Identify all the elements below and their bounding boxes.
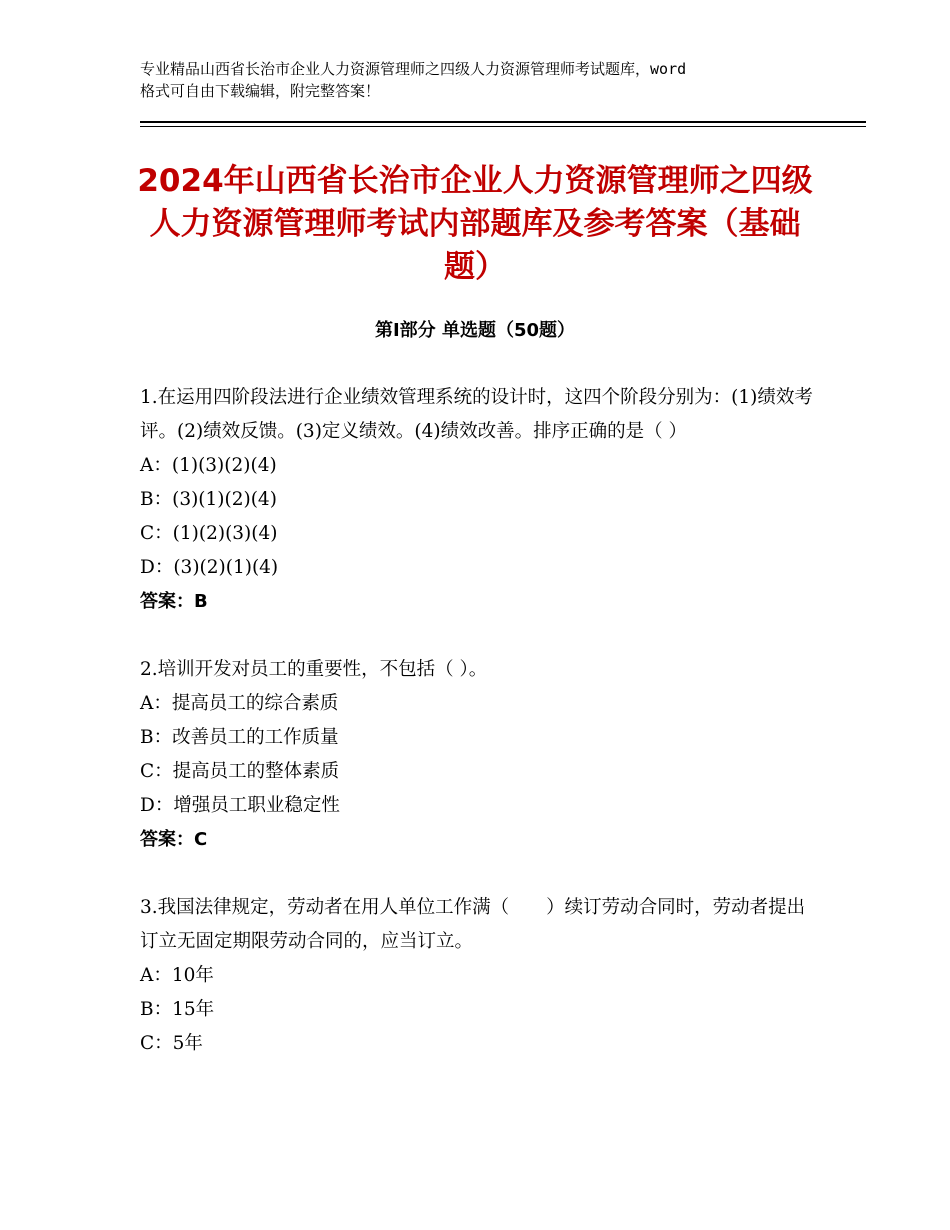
option-b: B：15年 — [140, 999, 215, 1020]
option-a: A：10年 — [140, 965, 214, 986]
header-rule-thick — [140, 121, 866, 123]
question-1 — [140, 381, 820, 619]
question-2 — [140, 653, 820, 857]
option-b: B：改善员工的工作质量 — [140, 727, 339, 748]
option-d: D：增强员工职业稳定性 — [140, 795, 340, 816]
option-d: D：(3)(2)(1)(4) — [140, 557, 279, 578]
document-title: 2024年山西省长治市企业人力资源管理师之四级人力资源管理师考试内部题库及参考答案（基础题） — [137, 163, 813, 285]
section-title: 第Ⅰ部分 单选题（50题） — [374, 320, 575, 341]
answer: 答案：B — [140, 591, 208, 612]
question-stem: 1.在运用四阶段法进行企业绩效管理系统的设计时，这四个阶段分别为：(1)绩效考评。(2)绩效反馈。(3)定义绩效。(4)绩效改善。排序正确的是（ ） — [140, 387, 813, 442]
option-a: A：提高员工的综合素质 — [140, 693, 339, 714]
question-stem: 3.我国法律规定，劳动者在用人单位工作满（ ）续订劳动合同时，劳动者提出订立无固定期限劳动合同的，应当订立。 — [140, 897, 806, 952]
header-note-line-1: 专业精品山西省长治市企业人力资源管理师之四级人力资源管理师考试题库，word — [140, 60, 687, 78]
question-stem: 2.培训开发对员工的重要性，不包括（ ）。 — [140, 659, 488, 680]
question-list — [140, 381, 820, 1095]
option-c: C：5年 — [140, 1033, 203, 1054]
option-b: B：(3)(1)(2)(4) — [140, 489, 277, 510]
header-note-line-2: 格式可自由下载编辑，附完整答案！ — [140, 82, 381, 100]
option-c: C：(1)(2)(3)(4) — [140, 523, 278, 544]
option-a: A：(1)(3)(2)(4) — [140, 455, 277, 476]
option-c: C：提高员工的整体素质 — [140, 761, 340, 782]
question-3 — [140, 891, 820, 1061]
header-rule-thin — [140, 126, 866, 127]
header-note — [140, 58, 830, 102]
answer: 答案：C — [140, 829, 208, 850]
